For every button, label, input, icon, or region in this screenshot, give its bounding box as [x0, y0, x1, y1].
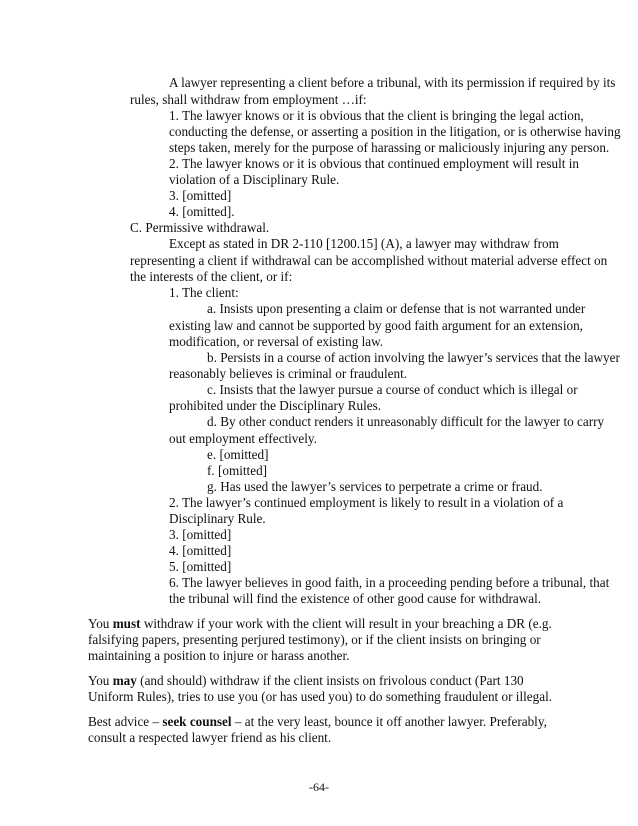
- must-pre: You: [88, 616, 113, 631]
- text-line: 1. The lawyer knows or it is obvious that the client is bringing the legal action,: [169, 108, 584, 123]
- text-line: f. [omitted]: [207, 463, 268, 478]
- text-line: 5. [omitted]: [169, 559, 232, 574]
- text-line: conducting the defense, or asserting a position in the litigation, or is otherwise having: [169, 124, 621, 139]
- text-line: reasonably believes is criminal or fraudulent.: [169, 366, 408, 381]
- text-line: Disciplinary Rule.: [169, 511, 266, 526]
- text-line: Except as stated in DR 2-110 [1200.15] (A), a lawyer may withdraw from: [169, 236, 559, 251]
- text-line: representing a client if withdrawal can be accomplished without material adverse effect on: [130, 253, 608, 268]
- text-line: 6. The lawyer believes in good faith, in a proceeding pending before a tribunal, that: [169, 575, 610, 590]
- text-line: c. Insists that the lawyer pursue a course of conduct which is illegal or: [207, 382, 578, 397]
- may-bold: may: [112, 673, 137, 688]
- text-line: steps taken, merely for the purpose of harassing or maliciously injuring any person.: [169, 140, 610, 155]
- must-bold: must: [112, 616, 141, 631]
- text-line: violation of a Disciplinary Rule.: [169, 172, 340, 187]
- text-line: 1. The client:: [169, 285, 239, 300]
- text-line: consult a respected lawyer friend as his client.: [88, 730, 332, 745]
- text-line: g. Has used the lawyer’s services to perpetrate a crime or fraud.: [207, 479, 543, 494]
- text-line: maintaining a position to injure or harass another.: [88, 648, 350, 663]
- text-line: the interests of the client, or if:: [130, 269, 293, 284]
- text-line: b. Persists in a course of action involving the lawyer’s services that the lawyer: [207, 350, 620, 365]
- text-line: modification, or reversal of existing law.: [169, 334, 384, 349]
- may-paragraph-line: [88, 673, 524, 688]
- advice-post: – at the very least, bounce it off another lawyer. Preferably,: [231, 714, 547, 729]
- text-line: a. Insists upon presenting a claim or defense that is not warranted under: [207, 301, 586, 316]
- may-pre: You: [88, 673, 113, 688]
- text-line: 4. [omitted]: [169, 543, 232, 558]
- text-line: rules, shall withdraw from employment …if:: [130, 92, 367, 107]
- page-number: -64-: [309, 780, 329, 794]
- advice-pre: Best advice –: [88, 714, 163, 729]
- text-line: A lawyer representing a client before a tribunal, with its permission if required by its: [169, 75, 616, 90]
- may-post: (and should) withdraw if the client insists on frivolous conduct (Part 130: [136, 673, 524, 688]
- text-line: 3. [omitted]: [169, 188, 232, 203]
- text-line: the tribunal will find the existence of other good cause for withdrawal.: [169, 591, 542, 606]
- must-post: withdraw if your work with the client will result in your breaching a DR (e.g.: [140, 616, 552, 631]
- text-line: 3. [omitted]: [169, 527, 232, 542]
- text-line: out employment effectively.: [169, 431, 317, 446]
- text-line: d. By other conduct renders it unreasonably difficult for the lawyer to carry: [207, 414, 605, 429]
- section-heading: C. Permissive withdrawal.: [130, 220, 270, 235]
- advice-paragraph-line: [88, 714, 547, 729]
- text-line: 2. The lawyer’s continued employment is likely to result in a violation of a: [169, 495, 564, 510]
- advice-bold: seek counsel: [162, 714, 232, 729]
- text-line: 4. [omitted].: [169, 204, 235, 219]
- text-line: e. [omitted]: [207, 447, 269, 462]
- must-paragraph-line: [88, 616, 552, 631]
- text-line: 2. The lawyer knows or it is obvious that continued employment will result in: [169, 156, 579, 171]
- text-line: prohibited under the Disciplinary Rules.: [169, 398, 382, 413]
- text-line: Uniform Rules), tries to use you (or has used you) to do something fraudulent or illegal.: [88, 689, 553, 704]
- text-line: falsifying papers, presenting perjured testimony), or if the client insists on bringing or: [88, 632, 541, 647]
- text-line: existing law and cannot be supported by good faith argument for an extension,: [169, 318, 583, 333]
